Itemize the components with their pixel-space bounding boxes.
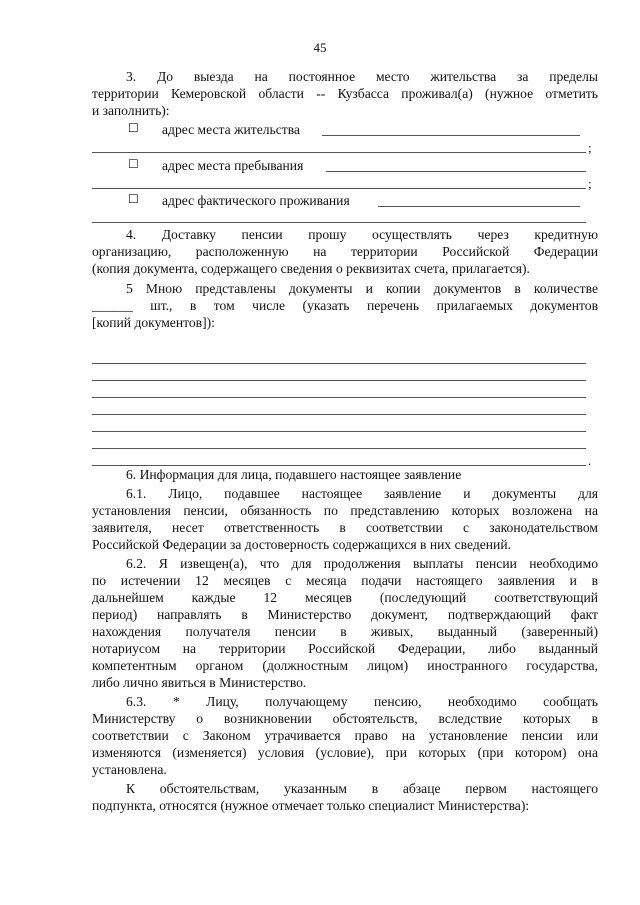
section4-line1: 4. Доставку пенсии прошу осуществлять через кредитную [126,227,598,242]
field-actual-cont[interactable] [92,222,586,223]
field-residence[interactable] [322,135,580,136]
p62-line: нахождения получателя пенсии в живых, выданный (заверенный) [92,624,598,639]
field-stay[interactable] [326,171,586,172]
section3-line3: и заполнить): [92,103,170,118]
documents-line[interactable] [92,448,586,449]
p62-line: либо лично явиться в Министерство. [92,675,307,690]
p63-line: 6.3. * Лицу, получающему пенсию, необходимо сообщать [126,694,598,709]
p64-line: подпункта, относятся (нужное отмечает только специалист Министерства): [92,798,530,813]
documents-line[interactable] [92,363,586,364]
p62-line: 6.2. Я извещен(а), что для продолжения выплаты пенсии необходимо [126,556,598,571]
section6-heading: 6. Информация для лица, подавшего настоящее заявление [126,467,462,482]
end-mark: . [588,453,592,468]
documents-line[interactable] [92,380,586,381]
checkbox-stay[interactable]: ☐ [128,157,139,171]
field-stay-cont[interactable] [92,188,586,189]
p63-line: изменяются (изменяется) условия (условие), при которых (при котором) она [92,745,598,760]
p63-line: соответствии с Законом утрачивается право на установление пенсии или [92,728,598,743]
p61-line: Российской Федерации за достоверность содержащихся в них сведений. [92,537,511,552]
p62-line: нотариусом на территории Российской Федерации, либо выданный [92,641,598,656]
p61-line: заявителя, несет ответственность в соответствии с законодательством [92,520,598,535]
section5-line1: 5 Мною представлены документы и копии документов в количестве [126,281,598,296]
p62-line: компетентным органом (должностным лицом) иностранного государства, [92,658,598,673]
p64-line: К обстоятельствам, указанным в абзаце первом настоящего [126,781,598,796]
documents-line[interactable] [92,431,586,432]
label-residence: адрес места жительства [162,122,300,137]
p61-line: установления пенсии, обязанность по представлению которых возложена на [92,503,598,518]
section5-line3: [копий документов]): [92,315,215,330]
checkbox-residence[interactable]: ☐ [128,121,139,135]
p62-line: по истечении 12 месяцев с месяца подачи настоящего заявления и в [92,573,598,588]
end-mark: ; [588,140,592,155]
label-actual: адрес фактического проживания [162,193,350,208]
section3-line2: территории Кемеровской области -- Кузбасса проживал(а) (нужное отметить [92,86,598,101]
label-stay: адрес места пребывания [162,158,304,173]
field-residence-cont[interactable] [92,152,586,153]
page-number: 45 [313,40,327,55]
section4-line3: (копия документа, содержащего сведения о реквизитах счета, прилагается). [92,261,530,276]
p62-line: дальнейшем каждые 12 месяцев (последующий соответствующий [92,590,598,605]
p63-line: установлена. [92,762,167,777]
section4-line2: организацию, расположенную на территории Российской Федерации [92,244,598,259]
section3-line1: 3. До выезда на постоянное место жительства за пределы [126,69,598,84]
documents-line[interactable] [92,397,586,398]
documents-line[interactable] [92,414,586,415]
section5-line2: ______ шт., в том числе (указать перечень прилагаемых документов [92,298,598,313]
end-mark: ; [588,176,592,191]
p62-line: период) направлять в Министерство документ, подтверждающий факт [92,607,598,622]
checkbox-actual[interactable]: ☐ [128,192,139,206]
p61-line: 6.1. Лицо, подавшее настоящее заявление и документы для [126,486,598,501]
field-actual[interactable] [378,206,580,207]
p63-line: Министерству о возникновении обстоятельств, вследствие которых в [92,711,598,726]
